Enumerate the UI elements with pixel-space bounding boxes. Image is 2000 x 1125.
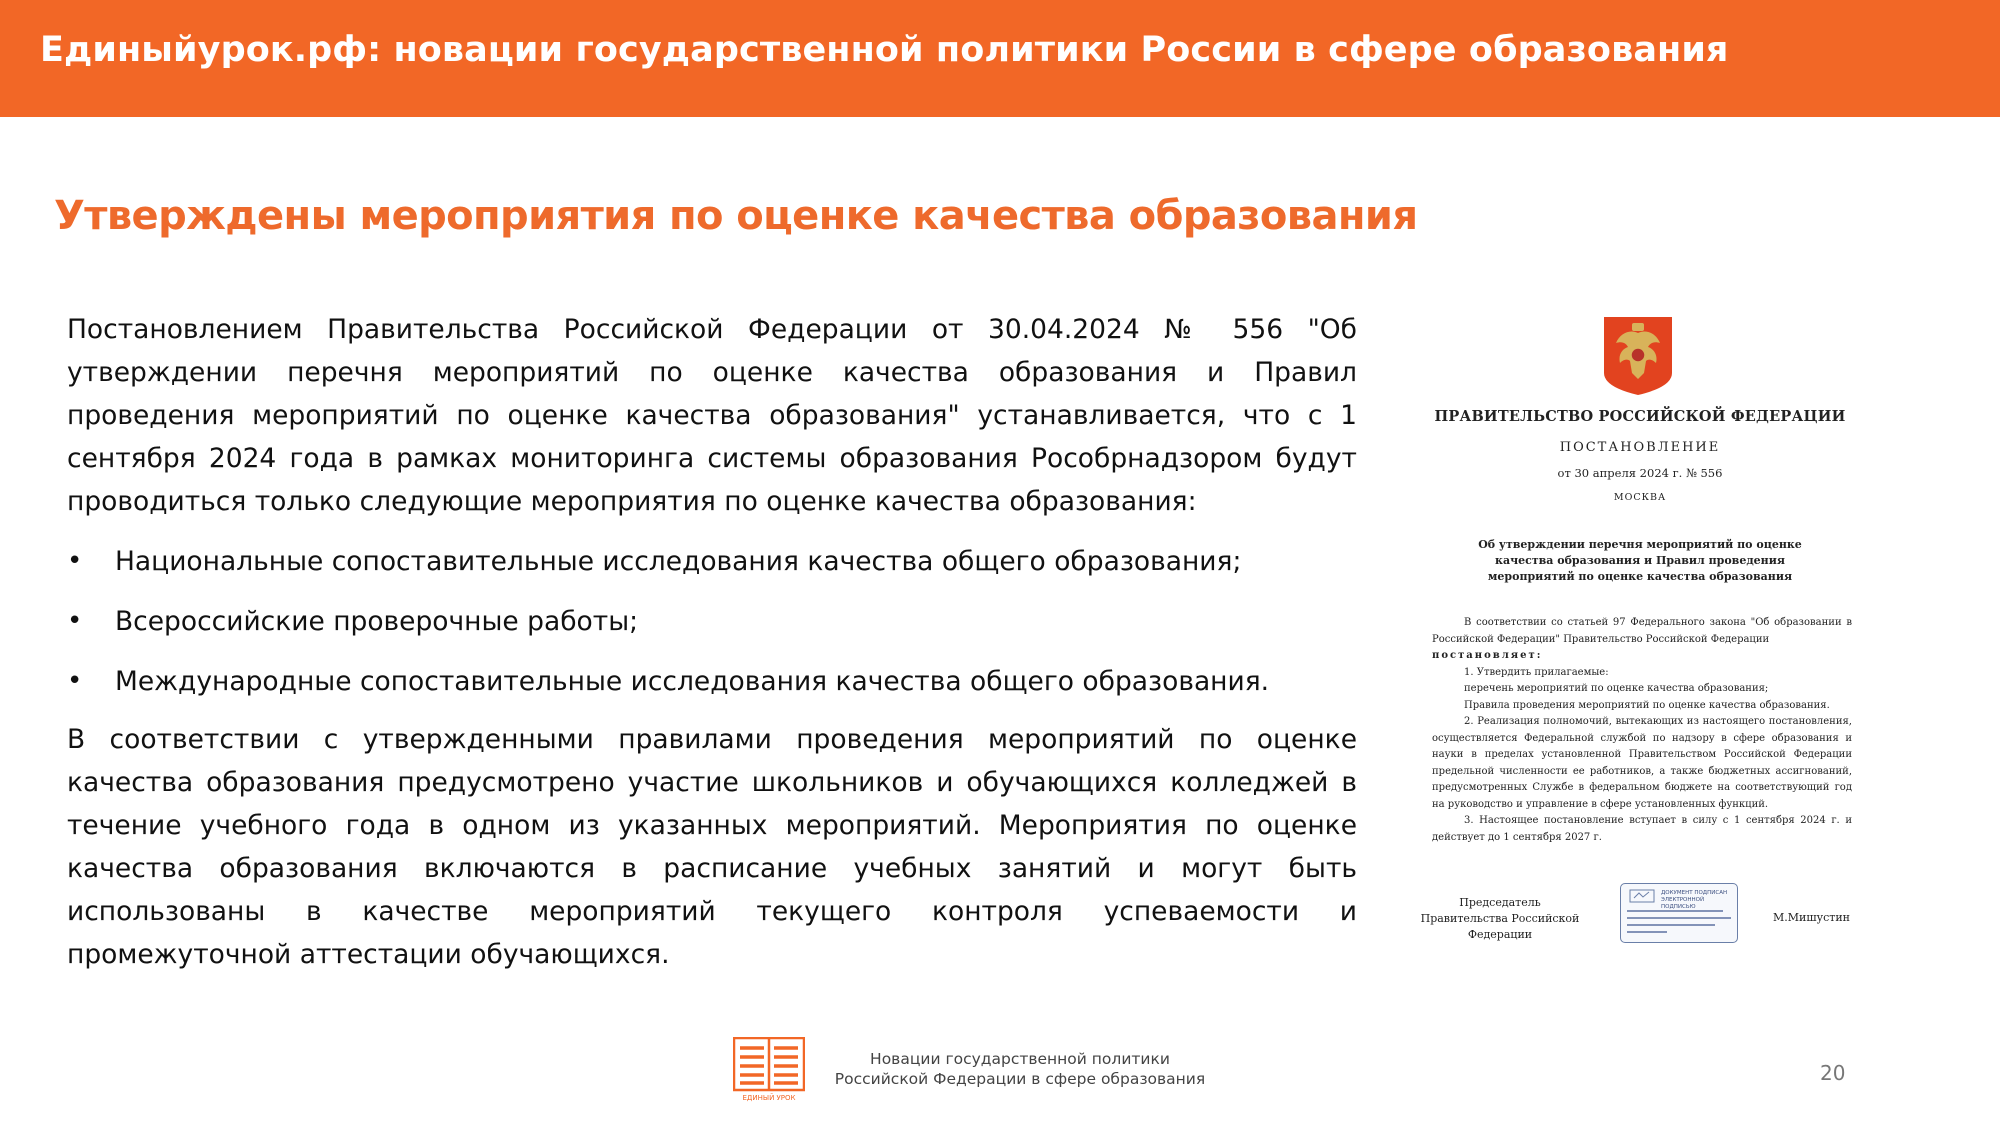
- bullet-icon: •: [67, 666, 83, 696]
- activities-list: [67, 540, 1357, 720]
- document-city: МОСКВА: [1613, 492, 1667, 503]
- document-kind: ПОСТАНОВЛЕНИЕ: [1559, 440, 1721, 455]
- document-signer-title: Председатель Правительства Российской Федерации: [1420, 896, 1580, 941]
- list-item-text: Международные сопоставительные исследования качества общего образования.: [115, 666, 1270, 697]
- document-body-line: 3. Настоящее постановление вступает в силу с 1 сентября 2024 г. и действует до 1 сентября 2027 г.: [1432, 815, 1852, 843]
- list-item-text: Национальные сопоставительные исследования качества общего образования;: [115, 546, 1242, 577]
- bullet-icon: •: [67, 546, 83, 576]
- edinyi-urok-logo: [733, 1037, 805, 1103]
- document-body: [1432, 615, 1852, 846]
- intro-paragraph: Постановлением Правительства Российской Федерации от 30.04.2024 № 556 "Об утверждении перечня мероприятий по оценке качества образования и Правил проведения мероприятий по оценке качества образования" устанавливается, что с 1 сентября 2024 года в рамках мониторинга системы образования Рособрнадзором будут проводиться только следующие мероприятия по оценке качества образования:: [67, 314, 1357, 517]
- list-item: [67, 660, 1357, 720]
- e-signature-stamp: [1620, 883, 1738, 943]
- list-item-text: Всероссийские проверочные работы;: [115, 606, 639, 637]
- document-subject: Об утверждении перечня мероприятий по оценке качества образования и Правил проведения мероприятий по оценке качества образования: [1478, 538, 1802, 583]
- stamp-text-line: [1627, 910, 1723, 912]
- top-banner: [0, 0, 2000, 117]
- slide-heading: Утверждены мероприятия по оценке качества образования: [54, 193, 1418, 239]
- document-body-line: перечень мероприятий по оценке качества образования;: [1464, 683, 1769, 694]
- stamp-text-line: [1627, 917, 1731, 919]
- resolution-document-image: [1420, 305, 1860, 950]
- banner-title: Единыйурок.рф: новации государственной политики России в сфере образования: [40, 30, 1729, 70]
- logo-caption: ЕДИНЫЙ УРОК: [742, 1094, 796, 1102]
- coat-of-arms-icon: [1602, 315, 1674, 397]
- document-signer-name: М.Мишустин: [1773, 911, 1850, 924]
- footer-line-2: Российской Федерации в сфере образования: [834, 1070, 1206, 1088]
- stamp-text-line: [1627, 931, 1667, 933]
- book-logo-icon: [733, 1037, 805, 1103]
- bullet-icon: •: [67, 606, 83, 636]
- document-body-line: 2. Реализация полномочий, вытекающих из настоящего постановления, осуществляется Федеральной службой по надзору в сфере образования и науки в пределах установленной Правительством Российской Федерации предельной численности ее работников, а также бюджетных ассигнований, предусмотренных Службе в федеральном бюджете на соответствующий год на руководство и управление в сфере установленных функций.: [1432, 716, 1852, 810]
- list-item: [67, 540, 1357, 600]
- document-body-line: 1. Утвердить прилагаемые:: [1464, 666, 1609, 678]
- stamp-text-line: [1627, 924, 1715, 926]
- footer-line-1: Новации государственной политики: [870, 1050, 1170, 1068]
- rules-paragraph: В соответствии с утвержденными правилами проведения мероприятий по оценке качества образования предусмотрено участие школьников и обучающихся колледжей в течение учебного года в одном из указанных мероприятий. Мероприятия по оценке качества образования включаются в расписание учебных занятий и могут быть использованы в качестве мероприятий текущего контроля успеваемости и промежуточной аттестации обучающихся.: [67, 724, 1357, 970]
- list-item: [67, 600, 1357, 660]
- document-body-line: Правила проведения мероприятий по оценке качества образования.: [1464, 699, 1830, 711]
- page-number: 20: [1820, 1061, 1846, 1085]
- stamp-emblem-icon: [1629, 889, 1655, 903]
- footer-caption: [820, 1049, 1220, 1089]
- document-date-number: от 30 апреля 2024 г. № 556: [1557, 466, 1723, 480]
- stamp-title: ДОКУМЕНТ ПОДПИСАН ЭЛЕКТРОННОЙ ПОДПИСЬЮ: [1661, 890, 1728, 910]
- document-government-title: ПРАВИТЕЛЬСТВО РОССИЙСКОЙ ФЕДЕРАЦИИ: [1434, 408, 1846, 425]
- document-body-line: В соответствии со статьей 97 Федерального закона "Об образовании в Российской Федерации" Правительство Российской Федерации: [1432, 617, 1852, 645]
- document-body-line: постановляет:: [1432, 650, 1543, 661]
